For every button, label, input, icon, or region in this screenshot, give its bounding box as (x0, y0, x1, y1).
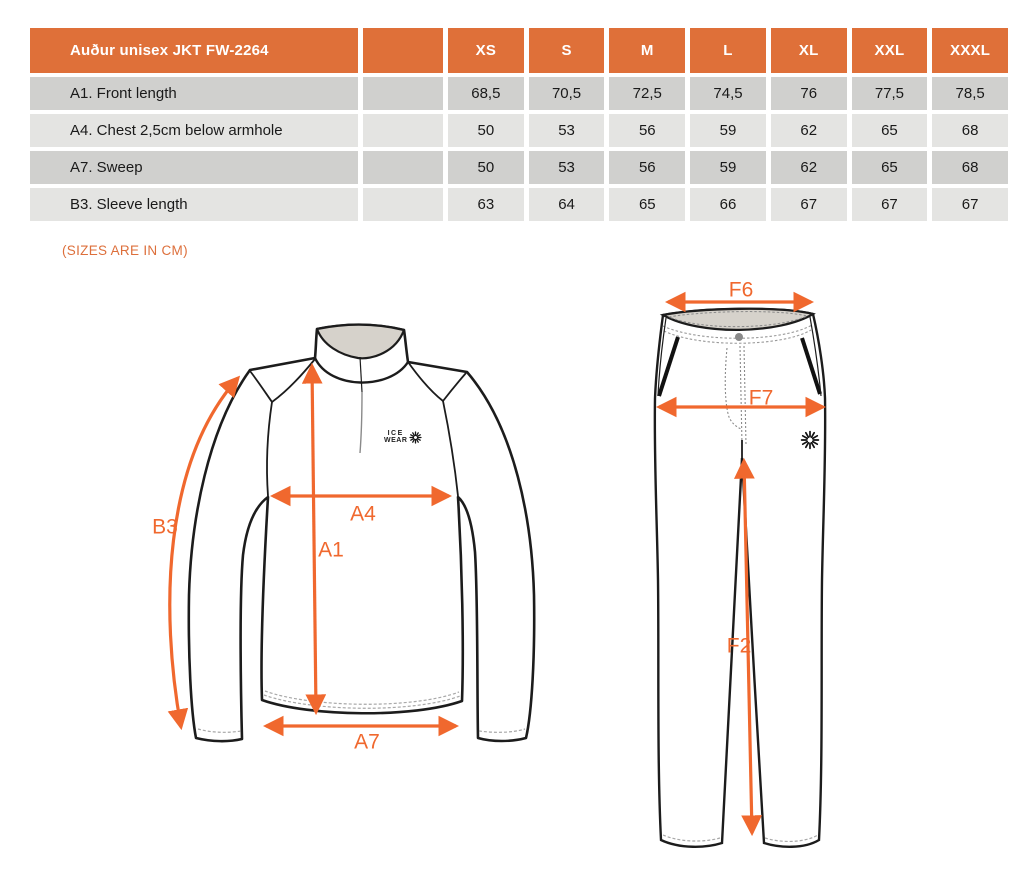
value-cell: 63 (448, 188, 524, 221)
pants-outline (655, 309, 825, 847)
snowflake-icon (409, 431, 422, 444)
value-cell: 74,5 (690, 77, 766, 110)
row-empty-cell (363, 114, 443, 147)
waist-button (735, 333, 743, 341)
size-header-cell: M (609, 28, 685, 73)
value-cell: 68 (932, 151, 1008, 184)
value-cell: 65 (852, 114, 928, 147)
size-header-cell: XL (771, 28, 847, 73)
b3-label: B3 (152, 515, 178, 539)
value-cell: 50 (448, 114, 524, 147)
f2-label: F2 (726, 634, 752, 658)
value-cell: 68,5 (448, 77, 524, 110)
value-cell: 67 (932, 188, 1008, 221)
value-cell: 59 (690, 114, 766, 147)
logo-line2: WEAR (384, 437, 408, 445)
value-cell: 56 (609, 151, 685, 184)
value-cell: 68 (932, 114, 1008, 147)
row-label-cell: A1. Front length (30, 77, 358, 110)
row-label-cell: A7. Sweep (30, 151, 358, 184)
value-cell: 70,5 (529, 77, 605, 110)
value-cell: 62 (771, 151, 847, 184)
f6-label: F6 (728, 278, 754, 302)
size-header-cell: XS (448, 28, 524, 73)
units-note: (SIZES ARE IN CM) (62, 243, 188, 258)
f7-label: F7 (748, 386, 774, 410)
size-header-cell: XXXL (932, 28, 1008, 73)
size-header-cell: L (690, 28, 766, 73)
row-label-cell: B3. Sleeve length (30, 188, 358, 221)
row-empty-cell (363, 151, 443, 184)
header-title-cell: Auður unisex JKT FW-2264 (30, 28, 358, 73)
value-cell: 76 (771, 77, 847, 110)
pants-drawing (630, 275, 1030, 865)
value-cell: 67 (852, 188, 928, 221)
size-header-cell: XXL (852, 28, 928, 73)
a7-label: A7 (354, 730, 380, 754)
value-cell: 50 (448, 151, 524, 184)
a1-label: A1 (318, 538, 344, 562)
value-cell: 67 (771, 188, 847, 221)
value-cell: 56 (609, 114, 685, 147)
value-cell: 66 (690, 188, 766, 221)
value-cell: 59 (690, 151, 766, 184)
logo-line1: ICE (387, 430, 404, 437)
value-cell: 72,5 (609, 77, 685, 110)
value-cell: 64 (529, 188, 605, 221)
value-cell: 65 (609, 188, 685, 221)
snowflake-icon (800, 430, 820, 450)
value-cell: 53 (529, 114, 605, 147)
a4-label: A4 (350, 502, 376, 526)
value-cell: 77,5 (852, 77, 928, 110)
icewear-logo (384, 430, 422, 445)
row-label-cell: A4. Chest 2,5cm below armhole (30, 114, 358, 147)
row-empty-cell (363, 188, 443, 221)
size-table (30, 28, 1008, 221)
size-header-cell: S (529, 28, 605, 73)
icewear-logo-text (384, 430, 407, 445)
row-empty-cell (363, 77, 443, 110)
value-cell: 78,5 (932, 77, 1008, 110)
jacket-drawing (130, 290, 590, 780)
value-cell: 65 (852, 151, 928, 184)
header-empty-cell (363, 28, 443, 73)
value-cell: 62 (771, 114, 847, 147)
value-cell: 53 (529, 151, 605, 184)
